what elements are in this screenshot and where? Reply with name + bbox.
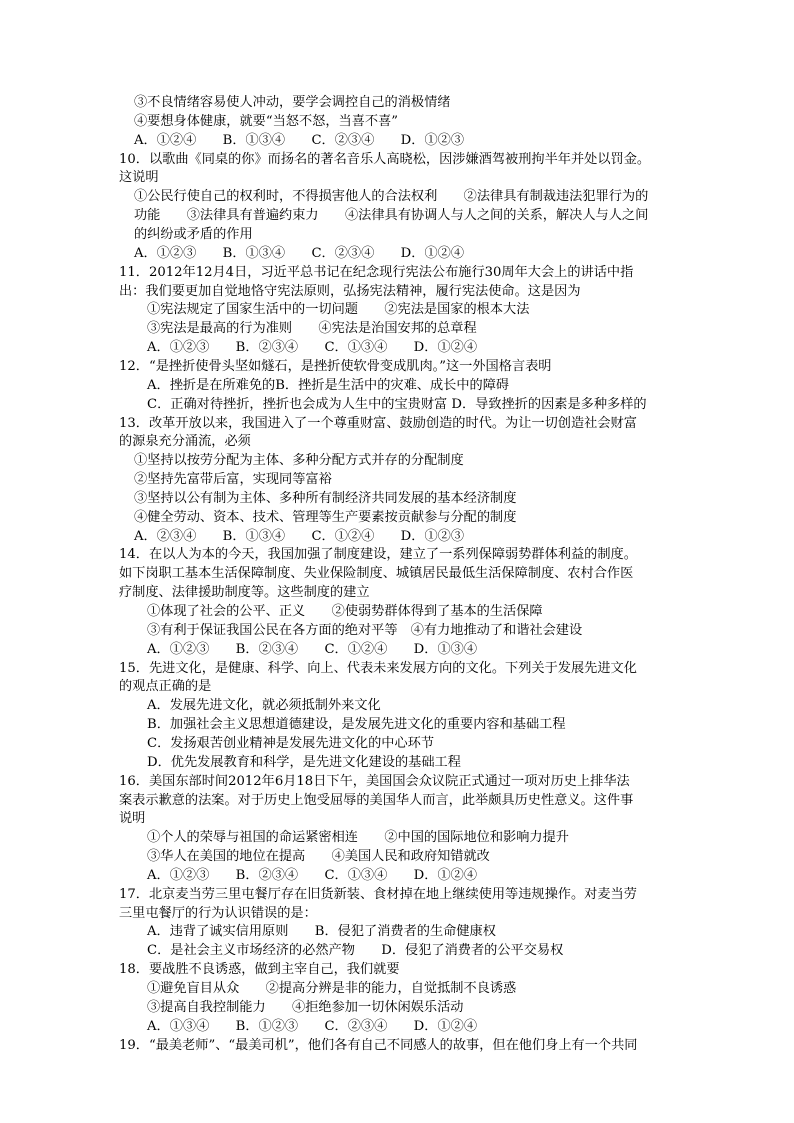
text-line: ③华人在美国的地位在提高 ④美国人民和政府知错就改 [147,849,490,864]
text-line: 这说明 [119,170,159,186]
text-line: ①公民行使自己的权利时，不得损害他人的合法权利 ②法律具有制裁违法犯罪行为的 [134,189,649,205]
text-line: 的观点正确的是 [119,679,212,695]
text-line: 13．改革开放以来，我国进入了一个尊重财富、鼓励创造的时代。为让一切创造社会财富 [119,415,637,431]
text-line: 14．在以人为本的今天，我国加强了制度建设，建立了一系列保障弱势群体利益的制度。 [119,547,637,563]
text-line: 说明 [119,811,146,827]
text-line: 12．“是挫折使骨头坚如燧石，是挫折使软骨变成肌肉。”这一外国格言表明 [119,358,552,374]
text-line: C．发扬艰苦创业精神是发展先进文化的中心环节 [147,735,435,751]
text-line: 的源泉充分涌流，必须 [119,434,251,450]
text-line: 功能 ③法律具有普遍约束力 ④法律具有协调人与人之间的关系，解决人与人之间 [134,208,649,224]
text-line: 10．以歌曲《同桌的你》而扬名的著名音乐人高晓松，因涉嫌酒驾被刑拘半年并处以罚金。 [119,151,651,167]
text-line: ③宪法是最高的行为准则 ④宪法是治国安邦的总章程 [147,321,477,337]
text-line: 18．要战胜不良诱惑，做到主宰自己，我们就要 [119,962,400,978]
text-line: ①坚持以按劳分配为主体、多种分配方式并存的分配制度 [134,453,464,469]
text-line: A．①②③ B．①③④ C．②③④ D．①②④ [134,245,465,261]
text-line: ①宪法规定了国家生活中的一切问题 ②宪法是国家的根本大法 [147,302,530,318]
text-line: 19．“最美老师”、“最美司机”，他们各有自己不同感人的故事，但在他们身上有一个共同 [119,1037,638,1053]
text-line: ③提高自我控制能力 ④拒绝参加一切休闲娱乐活动 [147,999,464,1015]
text-line: ①体现了社会的公平、正义 ②使弱势群体得到了基本的生活保障 [147,604,543,619]
text-line: 疗制度、法律援助制度等。这些制度的建立 [119,585,370,601]
text-line: 15．先进文化，是健康、科学、向上、代表未来发展方向的文化。下列关于发展先进文化 [119,660,637,676]
text-line: 的纠纷或矛盾的作用 [134,227,253,242]
text-line: A．①②③ B．②③④ C．①③④ D．①②④ [147,867,478,883]
text-line: C．正确对待挫折，挫折也会成为人生中的宝贵财富 D．导致挫折的因素是多种多样的 [147,396,647,412]
text-line: 三里屯餐厅的行为认识错误的是： [119,905,317,921]
text-line: A．①②③ B．②③④ C．①②④ D．①③④ [147,641,478,657]
text-line: ③不良情绪容易使人冲动，要学会调控自己的消极情绪 [134,95,451,110]
text-line: ③有利于保证我国公民在各方面的绝对平等 ④有力地推动了和谐社会建设 [147,622,583,638]
text-line: 11．2012年12月4日，习近平总书记在纪念现行宪法公布施行30周年大会上的讲话中指 [119,264,634,280]
text-line: ④健全劳动、资本、技术、管理等生产要素按贡献参与分配的制度 [134,509,517,525]
text-line: A．挫折是在所难免的B．挫折是生活中的灾难、成长中的障碍 [147,377,510,393]
text-line: ④要想身体健康，就要“当怒不怒，当喜不喜” [134,113,399,129]
text-line: 17．北京麦当劳三里屯餐厅存在旧货新装、食材掉在地上继续使用等违规操作。对麦当劳 [119,886,637,902]
text-line: A．①③④ B．①②③ C．②③④ D．①②④ [147,1018,478,1034]
text-line: 如下岗职工基本生活保障制度、失业保险制度、城镇居民最低生活保障制度、农村合作医 [119,566,634,582]
text-line: 16．美国东部时间2012年6月18日下午，美国国会众议院正式通过一项对历史上排华法 [119,773,630,789]
text-line: A．②③④ B．①③④ C．①②④ D．①②③ [134,528,465,544]
text-line: A．①②④ B．①③④ C．②③④ D．①②③ [134,132,465,148]
text-line: ①避免盲目从众 ②提高分辨是非的能力，自觉抵制不良诱惑 [147,981,517,996]
text-line: B．加强社会主义思想道德建设，是发展先进文化的重要内容和基础工程 [147,717,566,733]
text-line: ①个人的荣辱与祖国的命运紧密相连 ②中国的国际地位和影响力提升 [147,830,569,846]
text-line: C．是社会主义市场经济的必然产物 D．侵犯了消费者的公平交易权 [147,943,564,959]
text-line: 案表示歉意的法案。对于历史上饱受屈辱的美国华人而言，此举颇具历史性意义。这件事 [119,792,634,808]
text-line: ②坚持先富带后富，实现同等富裕 [134,472,332,487]
text-line: A．①②③ B．②③④ C．①③④ D．①②④ [147,340,478,356]
text-line: D．优先发展教育和科学，是先进文化建设的基础工程 [147,754,461,770]
text-line: A．违背了诚实信用原则 B．侵犯了消费者的生命健康权 [147,924,496,940]
text-line: A．发展先进文化，就必须抵制外来文化 [147,698,381,714]
text-line: ③坚持以公有制为主体、多种所有制经济共同发展的基本经济制度 [134,490,517,506]
text-line: 出：我们要更加自觉地恪守宪法原则，弘扬宪法精神，履行宪法使命。这是因为 [119,283,581,299]
